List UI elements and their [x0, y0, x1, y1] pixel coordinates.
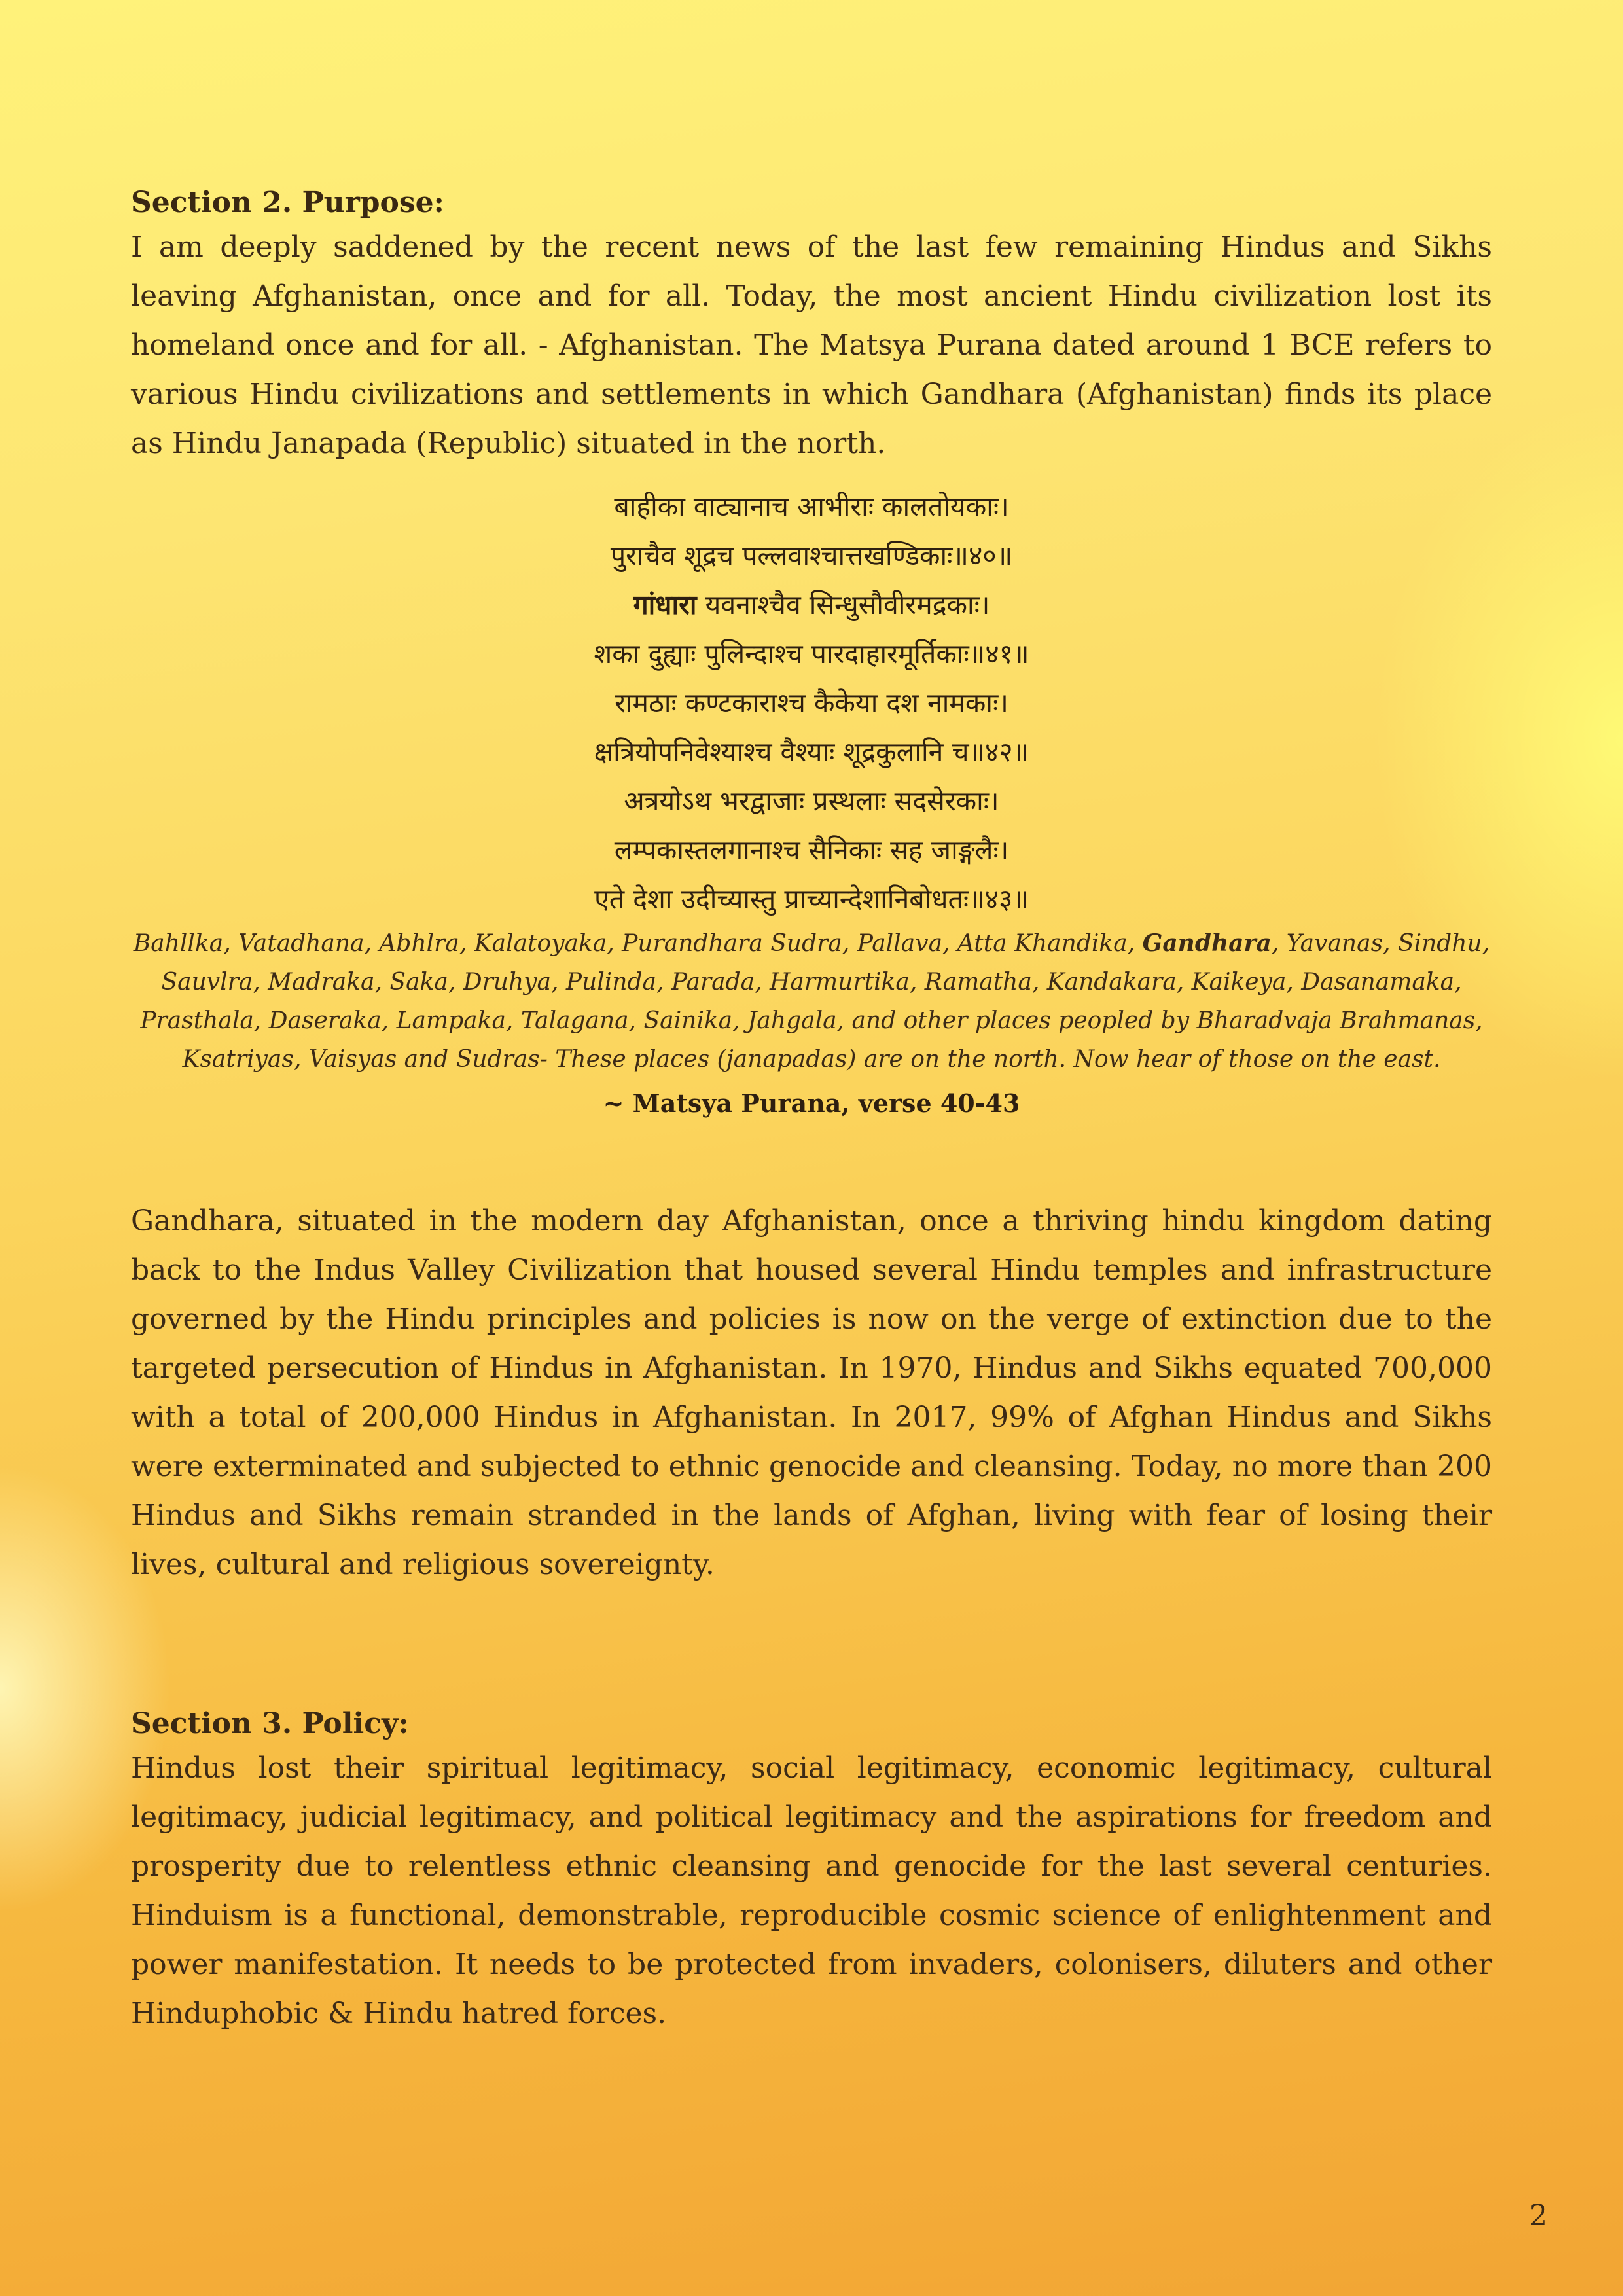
verse-line: पुराचैव शूद्रच पल्लवाश्चात्तखण्डिकाः॥४०॥ [610, 540, 1013, 571]
spacer [131, 1123, 1492, 1196]
section-3-heading: Section 3. Policy: [131, 1707, 409, 1740]
document-page [131, 183, 1492, 2038]
verse-line: लम्पकास्तलगानाश्च सैनिकाः सह जाङ्गलैः। [614, 834, 1009, 866]
section-2-intro-paragraph: I am deeply saddened by the recent news of the last few remaining Hindus and Sikhs leaving Afghanistan, once and for all. Today, the most ancient Hindu civilization lost its homeland once and for all. - Afghanistan. The Matsya Purana dated around 1 BCE refers to various Hindu civilizations and settlements in which Gandhara (Afghanistan) finds its place as Hindu Janapada (Republic) situated in the north. [131, 230, 1492, 460]
verse-line-rest: यवनाश्चैव सिन्धुसौवीरमद्रकाः। [696, 589, 990, 620]
verse-line [131, 581, 1492, 630]
verse-citation: ~ Matsya Purana, verse 40-43 [603, 1088, 1020, 1118]
verse-line: शका दुह्याः पुलिन्दाश्च पारदाहारमूर्तिकाः॥४१॥ [594, 638, 1029, 670]
section-3-policy-paragraph: Hindus lost their spiritual legitimacy, social legitimacy, economic legitimacy, cultural legitimacy, judicial legitimacy, and political legitimacy and the aspirations for freedom and prosperity due to relentless ethnic cleansing and genocide for the last several centuries. Hinduism is a functional, demonstrable, reproducible cosmic science of enlightenment and power manifestation. It needs to be protected from invaders, colonisers, diluters and other Hinduphobic & Hindu hatred forces. [131, 1751, 1492, 2030]
verse-gandhara-word: गांधारा [633, 589, 697, 620]
section-2-gandhara-paragraph: Gandhara, situated in the modern day Afghanistan, once a thriving hindu kingdom dating back to the Indus Valley Civilization that housed several Hindu temples and infrastructure governed by the Hindu principles and policies is now on the verge of extinction due to the targeted persecution of Hindus in Afghanistan. In 1970, Hindus and Sikhs equated 700,000 with a total of 200,000 Hindus in Afghanistan. In 2017, 99% of Afghan Hindus and Sikhs were exterminated and subjected to ethnic genocide and cleansing. Today, no more than 200 Hindus and Sikhs remain stranded in the lands of Afghan, living with fear of losing their lives, cultural and religious sovereignty. [131, 1204, 1492, 1581]
page-number: 2 [1529, 2199, 1548, 2233]
translation-text-part2: , Yavanas, Sindhu, Sauvlra, Madraka, Saka, Druhya, Pulinda, Parada, Harmurtika, Ramatha, Kandakara, Kaikeya, Dasanamaka, Prasthala, Daseraka, Lampaka, Talagana, Sainika, Jahgala, and other places peopled by Bharadvaja Brahmanas, Ksatriyas, Vaisyas and Sudras- These places (janapadas) are on the north. Now hear of those on the east. [140, 930, 1490, 1073]
verse-line: क्षत्रियोपनिवेश्याश्च वैश्याः शूद्रकुलानि च॥४२॥ [594, 736, 1029, 768]
translation-gandhara-bold: Gandhara [1142, 929, 1272, 957]
verse-line: बाहीका वाट्यानाच आभीराः कालतोयकाः। [614, 491, 1009, 522]
translation-text-part1: Bahllka, Vatadhana, Abhlra, Kalatoyaka, Purandhara Sudra, Pallava, Atta Khandika, [133, 930, 1143, 957]
section-2-heading: Section 2. Purpose: [131, 186, 444, 219]
spacer [131, 1589, 1492, 1704]
verse-line: अत्रयोऽथ भरद्वाजाः प्रस्थलाः सदसेरकाः। [624, 785, 999, 817]
verse-line: एते देशा उदीच्यास्तु प्राच्यान्देशानिबोधतः॥४३॥ [594, 884, 1029, 915]
verse-line: रामठाः कण्टकाराश्च कैकेया दश नामकाः। [615, 687, 1008, 719]
sanskrit-verses [131, 482, 1492, 924]
verse-translation [131, 924, 1492, 1079]
